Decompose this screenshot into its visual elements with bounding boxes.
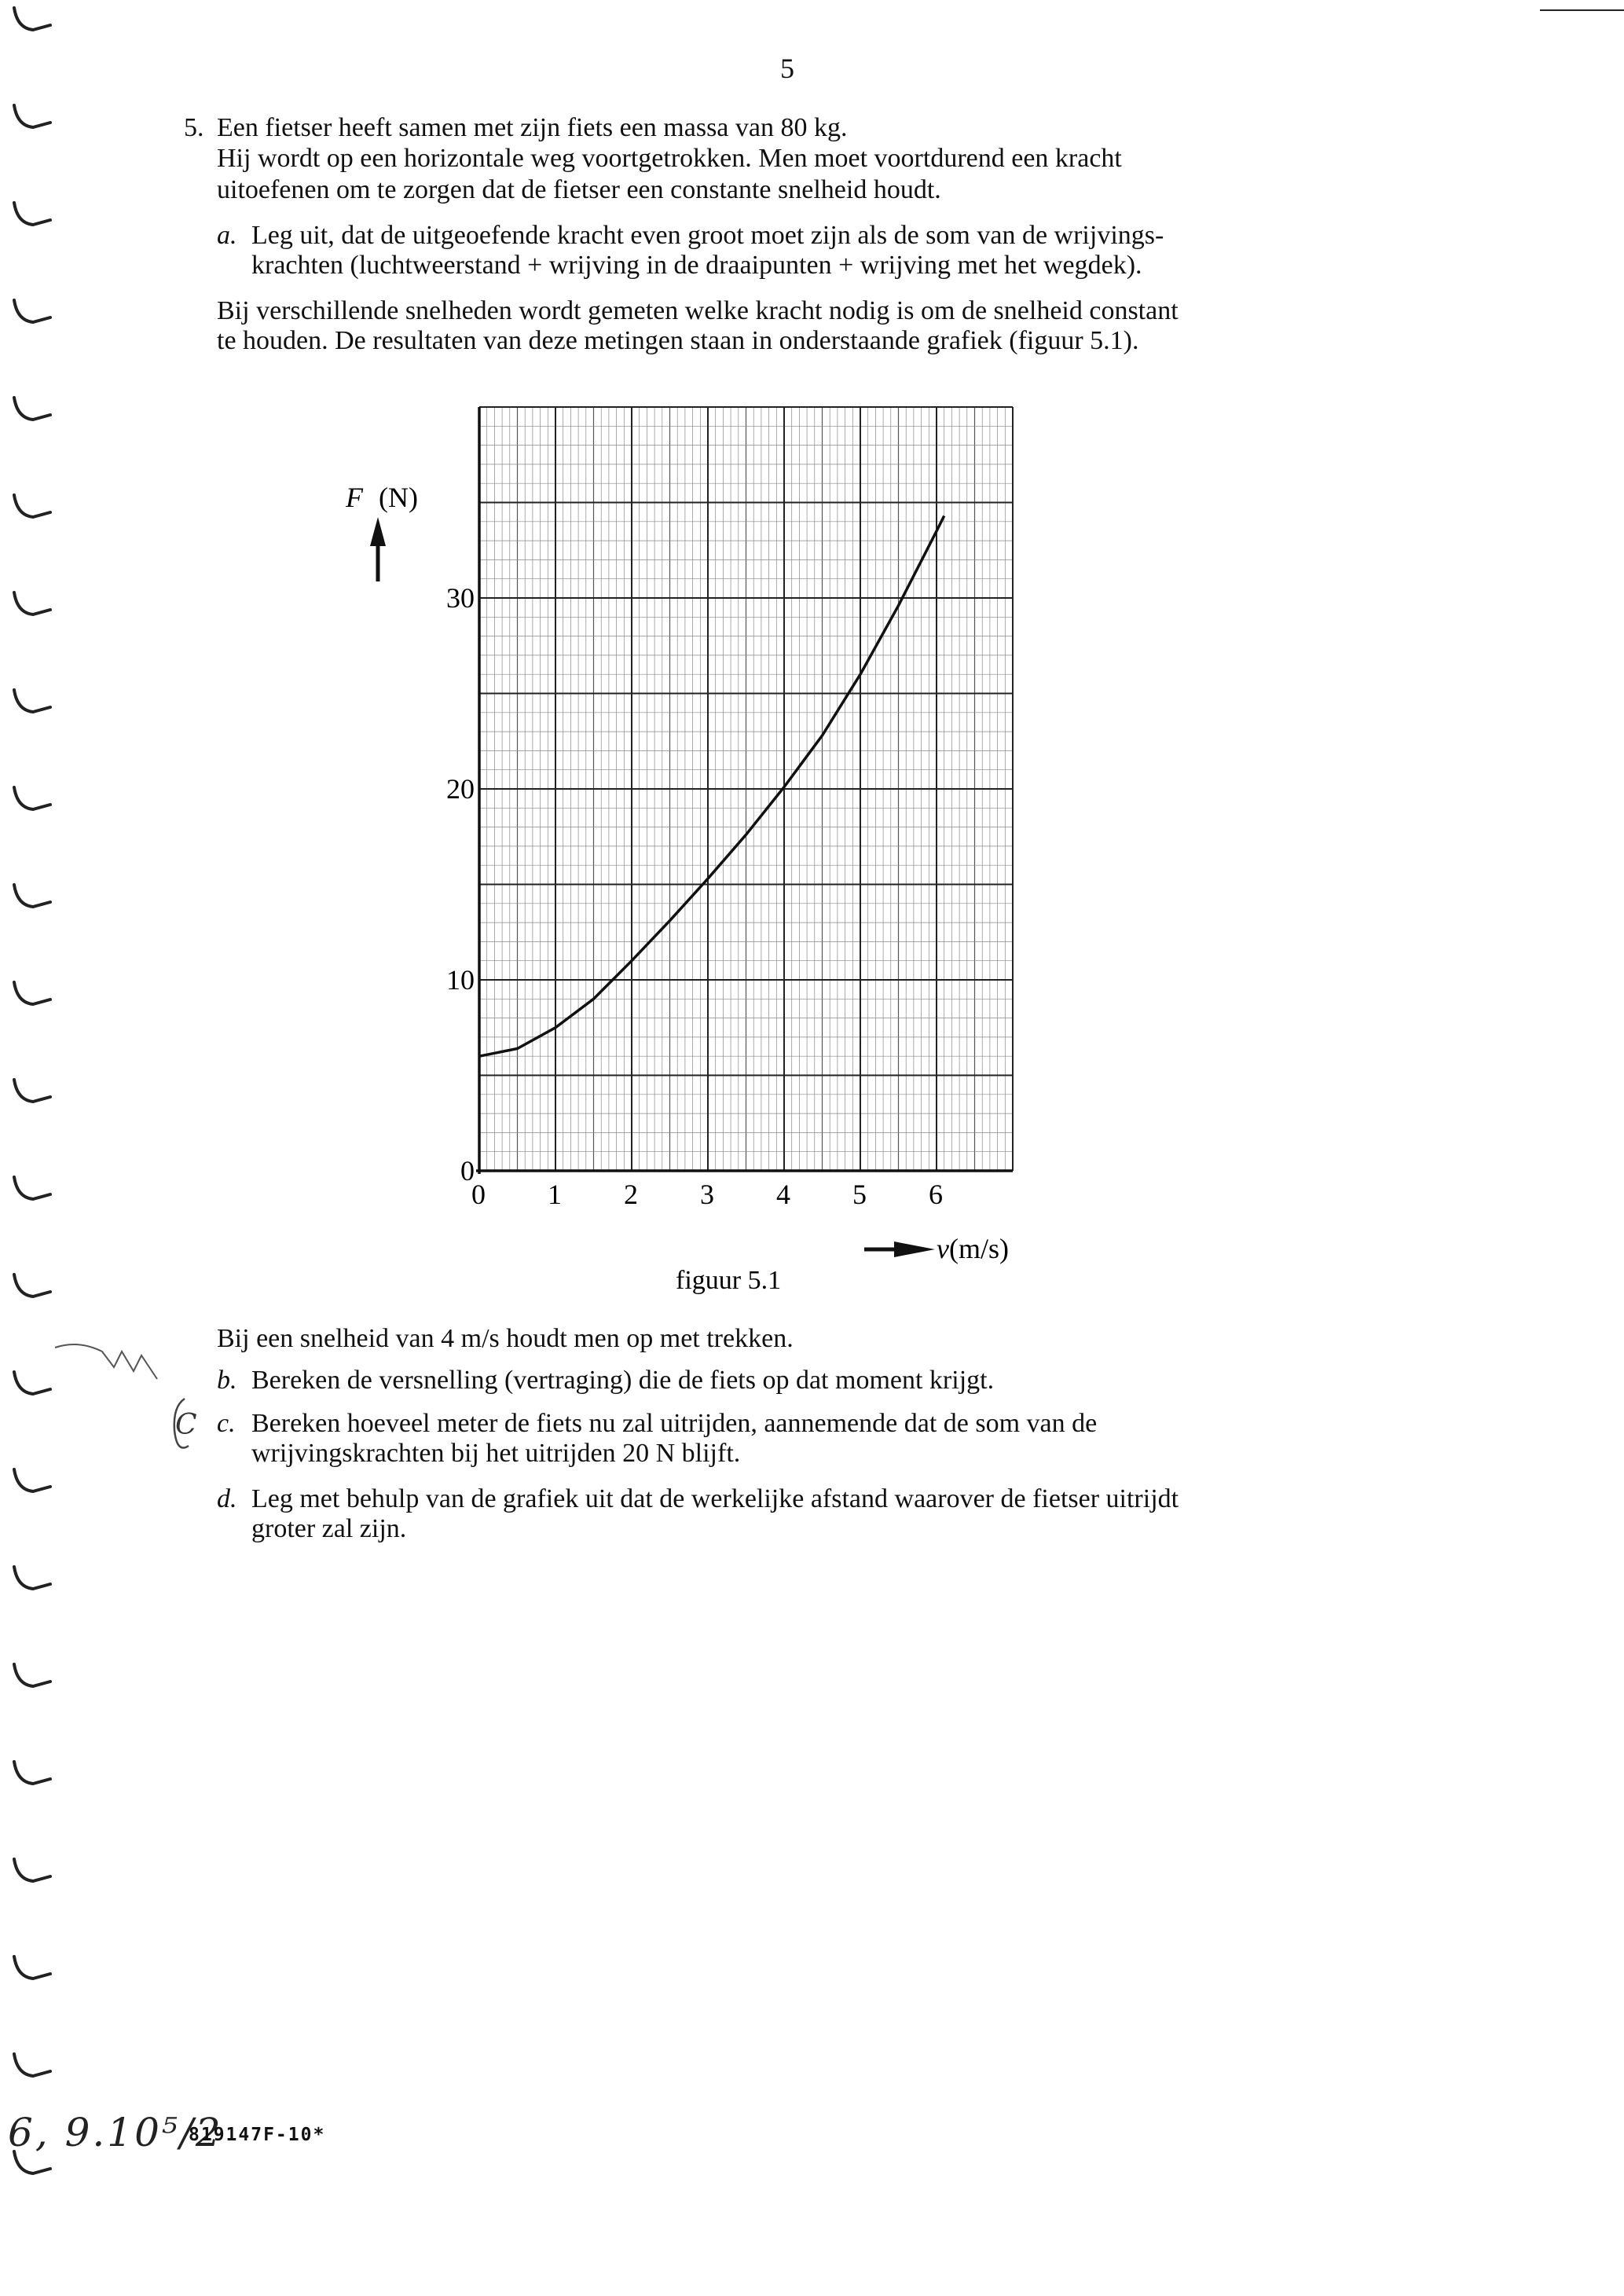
part-a-line-1: Leg uit, dat de uitgeoefende kracht even groot moet zijn als de som van de wrijvings- [251, 221, 1164, 250]
binder-hook-mark [9, 591, 49, 614]
x-tick-label: 0 [471, 1179, 486, 1210]
binder-hook-mark [9, 2052, 49, 2076]
chart-axes [476, 407, 1013, 1174]
force-velocity-chart [346, 393, 1053, 1304]
part-b-text: Bereken de versnelling (vertraging) die de fiets op dat moment krijgt. [251, 1366, 995, 1395]
part-a-letter: a. [217, 221, 237, 250]
y-tick-label: 0 [460, 1155, 475, 1187]
binder-hook-mark [9, 1176, 49, 1199]
measurement-line-2: te houden. De resultaten van deze metingen staan in onderstaande grafiek (figuur 5.1). [217, 326, 1139, 355]
part-c-letter: c. [217, 1409, 236, 1438]
binder-hook-mark [9, 1370, 49, 1394]
y-axis-symbol: F [346, 482, 363, 513]
intro-line-3: uitoefenen om te zorgen dat de fietser een constante snelheid houdt. [217, 175, 941, 204]
binder-hook-mark [9, 1760, 49, 1784]
handwritten-footer-note: 6, 9.10⁵/2 [8, 2110, 223, 2155]
x-tick-label: 2 [624, 1179, 638, 1210]
y-tick-label: 30 [446, 582, 475, 614]
binder-hook-mark [9, 6, 49, 30]
figure-caption: figuur 5.1 [676, 1266, 782, 1295]
binder-hook-mark [9, 1078, 49, 1102]
x-axis-arrow [864, 1242, 935, 1257]
binder-hook-mark [9, 1955, 49, 1979]
binder-hook-mark [9, 299, 49, 322]
x-tick-label: 1 [548, 1179, 562, 1210]
x-tick-label: 6 [929, 1179, 943, 1210]
y-tick-label: 20 [446, 773, 475, 805]
part-a-line-2: krachten (luchtweerstand + wrijving in de draaipunten + wrijving met het wegdek). [251, 251, 1142, 280]
part-d-line-2: groter zal zijn. [251, 1514, 407, 1543]
part-c-line-1: Bereken hoeveel meter de fiets nu zal uitrijden, aannemende dat de som van de [251, 1409, 1098, 1438]
binder-hook-mark [9, 1663, 49, 1686]
x-axis-unit: (m/s) [949, 1233, 1009, 1264]
part-d-line-1: Leg met behulp van de grafiek uit dat de werkelijke afstand waarover de fietser uitrijdt [251, 1484, 1179, 1513]
part-d-letter: d. [217, 1484, 237, 1513]
measurement-line-1: Bij verschillende snelheden wordt gemeten welke kracht nodig is om de snelheid constant [217, 296, 1179, 325]
top-rule [1540, 9, 1624, 11]
intro-line-2: Hij wordt op een horizontale weg voortgetrokken. Men moet voortdurend een kracht [217, 144, 1122, 173]
x-axis-symbol: v [937, 1233, 949, 1264]
y-axis-arrow [370, 517, 386, 581]
stop-text: Bij een snelheid van 4 m/s houdt men op met trekken. [217, 1324, 794, 1353]
binder-hook-mark [9, 396, 49, 420]
svg-text:C: C [175, 1409, 197, 1441]
binder-hook-mark [9, 981, 49, 1004]
binder-hook-mark [9, 201, 49, 225]
binder-hook-mark [9, 1565, 49, 1589]
x-tick-label: 4 [776, 1179, 790, 1210]
y-tick-label: 10 [446, 964, 475, 996]
binder-hook-mark [9, 493, 49, 517]
binder-hook-mark [9, 1858, 49, 1881]
x-tick-label: 5 [852, 1179, 867, 1210]
y-axis-unit: (N) [379, 482, 418, 513]
binder-hook-mark [9, 1468, 49, 1491]
part-b-letter: b. [217, 1366, 237, 1395]
page-number: 5 [780, 53, 794, 84]
binder-hook-mark [9, 104, 49, 127]
binder-hook-mark [9, 786, 49, 809]
binder-hook-mark [9, 883, 49, 907]
handwritten-margin-mark [47, 1336, 197, 1462]
x-tick-label: 3 [700, 1179, 714, 1210]
binder-hook-mark [9, 1273, 49, 1297]
intro-line-1: Een fietser heeft samen met zijn fiets een massa van 80 kg. [217, 113, 848, 142]
footer-code: 819147F-10* [189, 2125, 326, 2145]
force-curve [479, 516, 944, 1057]
binder-hook-mark [9, 688, 49, 712]
question-number: 5. [184, 113, 204, 142]
part-c-line-2: wrijvingskrachten bij het uitrijden 20 N blijft. [251, 1439, 741, 1468]
